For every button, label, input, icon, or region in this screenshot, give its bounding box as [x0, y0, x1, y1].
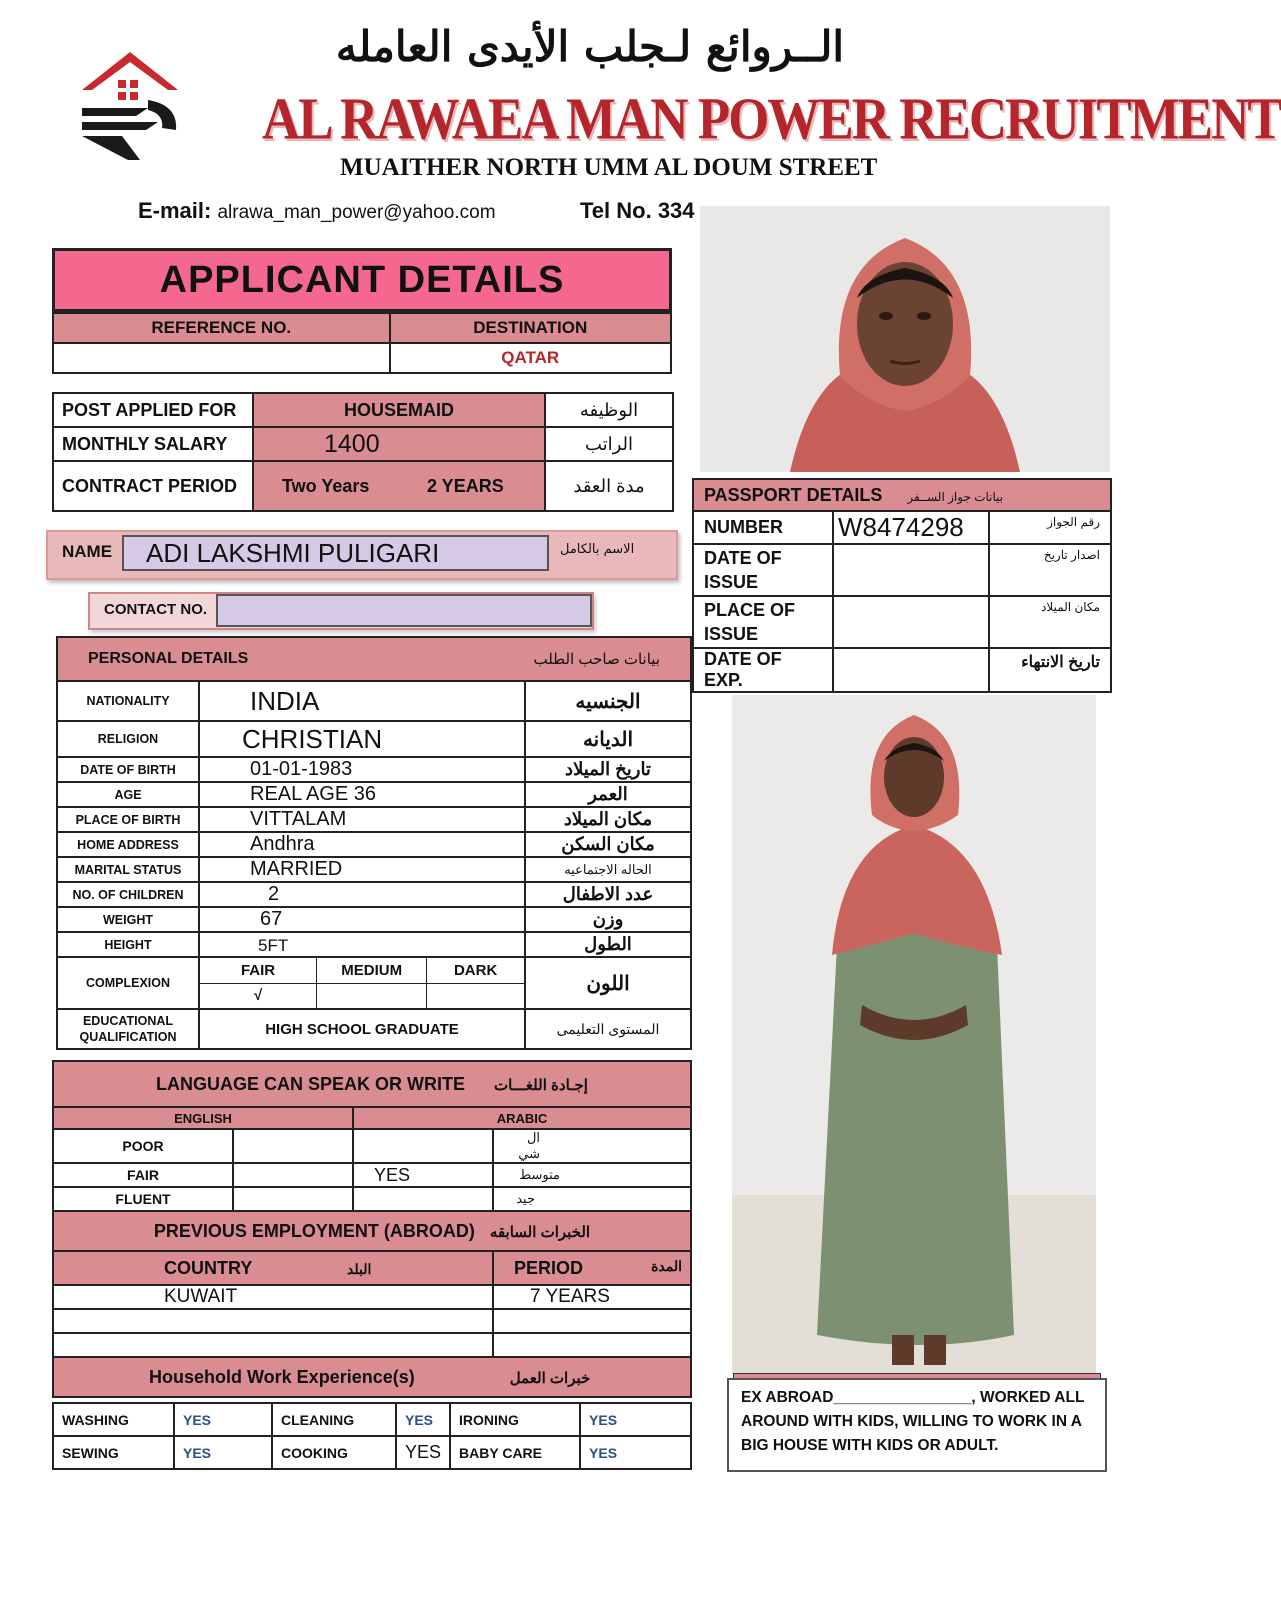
email-label: E-mail: [138, 198, 212, 223]
contract-label: CONTRACT PERIOD [53, 461, 253, 511]
lang-fluent-ar: جيد [493, 1187, 691, 1211]
household-ironing-value: YES [580, 1403, 691, 1436]
home-address-label: HOME ADDRESS [57, 832, 199, 857]
post-label: POST APPLIED FOR [53, 393, 253, 427]
dob-value: 01-01-1983 [199, 757, 525, 782]
applicant-portrait-photo [700, 206, 1110, 472]
employment-period-2 [493, 1309, 691, 1333]
age-label: AGE [57, 782, 199, 807]
salary-label: MONTHLY SALARY [53, 427, 253, 461]
passport-issue-place-value [833, 596, 989, 648]
lang-fair-arabic: YES [353, 1163, 493, 1187]
reference-table [52, 312, 672, 374]
home-address-value: Andhra [199, 832, 525, 857]
period-header [493, 1251, 691, 1285]
company-logo [78, 50, 183, 165]
household-washing-label: WASHING [53, 1403, 174, 1436]
weight-label: WEIGHT [57, 907, 199, 932]
language-employment-table [52, 1060, 692, 1398]
marital-status-ar: الحاله الاجتماعيه [525, 857, 691, 882]
age-value: REAL AGE 36 [199, 782, 525, 807]
religion-value: CHRISTIAN [199, 721, 525, 757]
company-address: MUAITHER NORTH UMM AL DOUM STREET [340, 154, 878, 181]
education-label: EDUCATIONAL QUALIFICATION [57, 1009, 199, 1049]
contract-ar: مدة العقد [545, 461, 673, 511]
personal-details-heading-ar: بيانات صاحب الطلب [533, 651, 660, 668]
applicant-full-body-photo [732, 695, 1096, 1375]
pob-label: PLACE OF BIRTH [57, 807, 199, 832]
passport-header [693, 479, 1111, 511]
passport-heading-ar: بيانات جواز الســفر [907, 489, 1004, 504]
household-babycare-value: YES [580, 1436, 691, 1469]
contract-value-caps: 2 YEARS [427, 475, 504, 496]
dob-label: DATE OF BIRTH [57, 757, 199, 782]
passport-table [692, 478, 1112, 693]
name-value[interactable]: ADI LAKSHMI PULIGARI [122, 535, 549, 571]
household-sewing-value: YES [174, 1436, 272, 1469]
passport-number-ar: رقم الجواز [989, 511, 1111, 544]
reference-label: REFERENCE NO. [53, 313, 390, 343]
email-row [138, 198, 496, 224]
lang-poor-ar: ال شي [493, 1129, 691, 1163]
lang-fair-label: FAIR [53, 1163, 233, 1187]
education-value: HIGH SCHOOL GRADUATE [199, 1009, 525, 1049]
reference-value [53, 343, 390, 373]
household-table [52, 1402, 692, 1470]
contact-label: CONTACT NO. [104, 601, 208, 618]
household-cleaning-value: YES [396, 1403, 450, 1436]
passport-exp-ar: تاريخ الانتهاء [989, 648, 1111, 692]
passport-number-label: NUMBER [693, 511, 833, 544]
personal-details-heading: PERSONAL DETAILS [88, 650, 249, 667]
complexion-label: COMPLEXION [57, 957, 199, 1009]
lang-fluent-label: FLUENT [53, 1187, 233, 1211]
household-cooking-value: YES [396, 1436, 450, 1469]
household-heading-ar: خبرات العمل [509, 1369, 591, 1387]
employment-country-1: KUWAIT [53, 1285, 493, 1309]
passport-issue-date-label: DATE OF ISSUE [693, 544, 833, 596]
pob-ar: مكان الميلاد [525, 807, 691, 832]
destination-label: DESTINATION [390, 313, 671, 343]
complexion-ar: اللون [525, 957, 691, 1009]
passport-number-value: W8474298 [833, 511, 989, 544]
name-ar: الاسم بالكامل [560, 542, 635, 557]
lang-poor-label: POOR [53, 1129, 233, 1163]
personal-details-header [57, 637, 691, 681]
nationality-ar: الجنسيه [525, 681, 691, 721]
weight-ar: وزن [525, 907, 691, 932]
lang-fluent-arabic [353, 1187, 493, 1211]
children-ar: عدد الاطفال [525, 882, 691, 907]
employment-period-1: 7 YEARS [493, 1285, 691, 1309]
complexion-dark-label: DARK [427, 958, 524, 983]
period-ar: المدة [651, 1257, 682, 1274]
lang-poor-english [233, 1129, 353, 1163]
pob-value: VITTALAM [199, 807, 525, 832]
employment-country-3 [53, 1333, 493, 1357]
household-heading: Household Work Experience(s) [149, 1366, 415, 1387]
passport-issue-place-ar: مكان الميلاد [989, 596, 1111, 648]
weight-value: 67 [199, 907, 525, 932]
passport-exp-value [833, 648, 989, 692]
employment-header [53, 1211, 691, 1251]
complexion-fair-check: √ [200, 983, 317, 1008]
contract-value [253, 461, 545, 511]
tel-label: Tel No. 334 [580, 198, 695, 223]
arabic-title: الــروائع لـجلب الأيدى العامله [335, 22, 845, 71]
height-label: HEIGHT [57, 932, 199, 957]
complexion-options-cell [199, 957, 525, 1009]
children-value: 2 [199, 882, 525, 907]
country-ar: البلد [347, 1260, 372, 1277]
complexion-fair-label: FAIR [200, 958, 317, 983]
complexion-dark-check [427, 983, 524, 1008]
home-address-ar: مكان السكن [525, 832, 691, 857]
nationality-value: INDIA [199, 681, 525, 721]
household-babycare-label: BABY CARE [450, 1436, 580, 1469]
period-label: PERIOD [514, 1257, 584, 1278]
height-value: 5FT [199, 932, 525, 957]
passport-heading: PASSPORT DETAILS [704, 484, 883, 505]
country-label: COUNTRY [164, 1257, 253, 1278]
employment-period-3 [493, 1333, 691, 1357]
post-table [52, 392, 674, 512]
contact-value[interactable] [216, 594, 592, 627]
employment-heading: PREVIOUS EMPLOYMENT (ABROAD) [153, 1220, 475, 1241]
post-value: HOUSEMAID [253, 393, 545, 427]
education-ar: المستوى التعليمى [525, 1009, 691, 1049]
company-name: AL RAWAEA MAN POWER RECRUITMENT [262, 87, 1281, 153]
household-cleaning-label: CLEANING [272, 1403, 396, 1436]
complexion-medium-label: MEDIUM [317, 958, 427, 983]
remarks-text: EX ABROAD________________, WORKED ALL AROUND WITH KIDS, WILLING TO WORK IN A BIG HOUSE WITH KIDS OR ADULT. [727, 1378, 1107, 1472]
household-header [53, 1357, 691, 1397]
english-label: ENGLISH [53, 1107, 353, 1129]
marital-status-label: MARITAL STATUS [57, 857, 199, 882]
lang-fluent-english [233, 1187, 353, 1211]
height-ar: الطول [525, 932, 691, 957]
salary-ar: الراتب [545, 427, 673, 461]
personal-details-table [56, 636, 692, 1050]
arabic-label: ARABIC [353, 1107, 691, 1129]
employment-country-2 [53, 1309, 493, 1333]
household-washing-value: YES [174, 1403, 272, 1436]
religion-ar: الديانه [525, 721, 691, 757]
language-header [53, 1061, 691, 1107]
age-ar: العمر [525, 782, 691, 807]
passport-exp-label: DATE OF EXP. [693, 648, 833, 692]
passport-issue-date-value [833, 544, 989, 596]
household-cooking-label: COOKING [272, 1436, 396, 1469]
complexion-medium-check [317, 983, 427, 1008]
destination-value: QATAR [390, 343, 671, 373]
nationality-label: NATIONALITY [57, 681, 199, 721]
marital-status-value: MARRIED [199, 857, 525, 882]
language-heading: LANGUAGE CAN SPEAK OR WRITE [156, 1073, 466, 1094]
employment-heading-ar: الخبرات السابقه [489, 1223, 591, 1241]
applicant-details-section [52, 248, 672, 374]
contract-value-words: Two Years [282, 475, 370, 496]
passport-issue-date-ar: اصدار تاريخ [989, 544, 1111, 596]
household-sewing-label: SEWING [53, 1436, 174, 1469]
country-header [53, 1251, 493, 1285]
children-label: NO. OF CHILDREN [57, 882, 199, 907]
applicant-details-heading: APPLICANT DETAILS [52, 248, 672, 312]
lang-fair-english [233, 1163, 353, 1187]
household-ironing-label: IRONING [450, 1403, 580, 1436]
lang-fair-ar: متوسط [493, 1163, 691, 1187]
salary-value: 1400 [253, 427, 545, 461]
complexion-table [200, 958, 524, 1008]
dob-ar: تاريخ الميلاد [525, 757, 691, 782]
name-label: NAME [62, 542, 113, 561]
post-ar: الوظيفه [545, 393, 673, 427]
lang-poor-arabic [353, 1129, 493, 1163]
language-heading-ar: إجـادة اللغـــات [494, 1076, 588, 1094]
email-value: alrawa_man_power@yahoo.com [217, 202, 496, 223]
religion-label: RELIGION [57, 721, 199, 757]
passport-issue-place-label: PLACE OF ISSUE [693, 596, 833, 648]
